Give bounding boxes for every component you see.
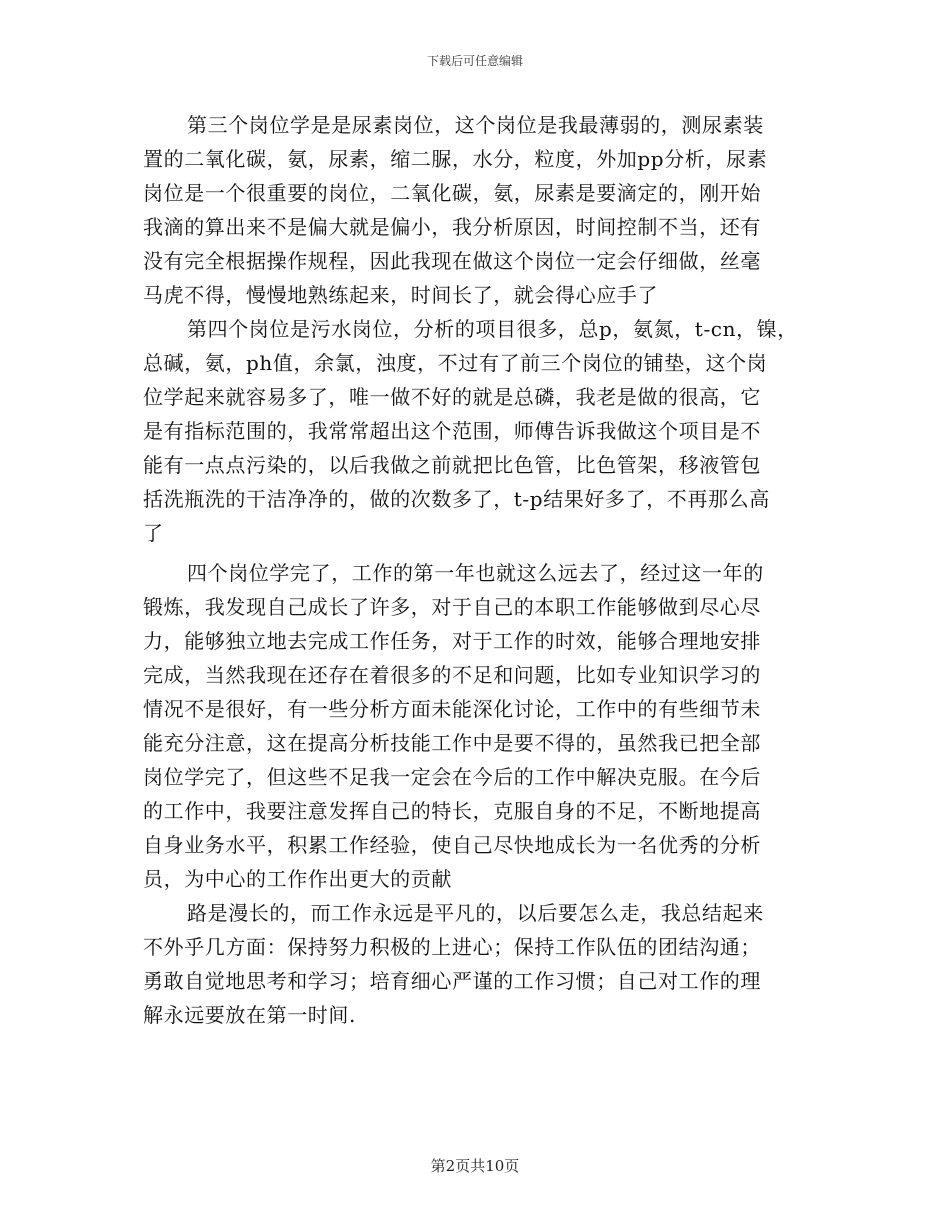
text-line: 勇敢自觉地思考和学习；培育细心严谨的工作习惯；自己对工作的理 xyxy=(143,969,761,993)
paragraph xyxy=(143,896,833,1032)
text-line: 能有一点点污染的，以后我做之前就把比色管，比色管架，移液管包 xyxy=(143,453,761,477)
document-body xyxy=(143,108,833,1032)
text-line: 置的二氧化碳，氨，尿素，缩二脲，水分，粒度，外加pp分析，尿素 xyxy=(143,147,768,171)
text-line: 我滴的算出来不是偏大就是偏小，我分析原因，时间控制不当，还有 xyxy=(143,215,761,239)
text-line: 了 xyxy=(143,521,164,545)
text-line: 锻炼，我发现自己成长了许多，对于自己的本职工作能够做到尽心尽 xyxy=(143,595,761,619)
text-line: 力，能够独立地去完成工作任务，对于工作的时效，能够合理地安排 xyxy=(143,629,761,653)
paragraph xyxy=(143,556,833,896)
text-line: 路是漫长的，而工作永远是平凡的，以后要怎么走，我总结起来 xyxy=(187,901,764,925)
text-line: 没有完全根据操作规程，因此我现在做这个岗位一定会仔细做，丝毫 xyxy=(143,249,761,273)
text-line: 总碱，氨，ph值，余氯，浊度，不过有了前三个岗位的铺垫，这个岗 xyxy=(143,351,768,375)
text-line: 四个岗位学完了，工作的第一年也就这么远去了，经过这一年的 xyxy=(187,561,764,585)
text-line: 岗位是一个很重要的岗位，二氧化碳，氨，尿素是要滴定的，刚开始 xyxy=(143,181,761,205)
paragraph xyxy=(143,108,833,312)
text-line: 括洗瓶洗的干洁净净的，做的次数多了，t-p结果好多了，不再那么高 xyxy=(143,487,770,511)
text-line: 的工作中，我要注意发挥自己的特长，克服自身的不足，不断地提高 xyxy=(143,799,761,823)
text-line: 第三个岗位学是是尿素岗位，这个岗位是我最薄弱的，测尿素装 xyxy=(187,113,764,137)
text-line: 第四个岗位是污水岗位，分析的项目很多，总p，氨氮，t-cn，镍， xyxy=(187,317,798,341)
text-line: 完成，当然我现在还存在着很多的不足和问题，比如专业知识学习的 xyxy=(143,663,761,687)
text-line: 马虎不得，慢慢地熟练起来，时间长了，就会得心应手了 xyxy=(143,283,658,307)
text-line: 是有指标范围的，我常常超出这个范围，师傅告诉我做这个项目是不 xyxy=(143,419,761,443)
text-line: 解永远要放在第一时间. xyxy=(143,1003,356,1027)
text-line: 岗位学完了，但这些不足我一定会在今后的工作中解决克服。在今后 xyxy=(143,765,761,789)
text-line: 不外乎几方面：保持努力积极的上进心；保持工作队伍的团结沟通； xyxy=(143,935,761,959)
text-line: 位学起来就容易多了，唯一做不好的就是总磷，我老是做的很高，它 xyxy=(143,385,761,409)
text-line: 员，为中心的工作作出更大的贡献 xyxy=(143,867,452,891)
text-line: 情况不是很好，有一些分析方面未能深化讨论，工作中的有些细节未 xyxy=(143,697,761,721)
page-number-footer: 第2页共10页 xyxy=(430,1157,520,1175)
paragraph xyxy=(143,312,833,550)
page-header-note: 下载后可任意编辑 xyxy=(426,54,523,68)
text-line: 能充分注意，这在提高分析技能工作中是要不得的，虽然我已把全部 xyxy=(143,731,761,755)
text-line: 自身业务水平，积累工作经验，使自己尽快地成长为一名优秀的分析 xyxy=(143,833,761,857)
